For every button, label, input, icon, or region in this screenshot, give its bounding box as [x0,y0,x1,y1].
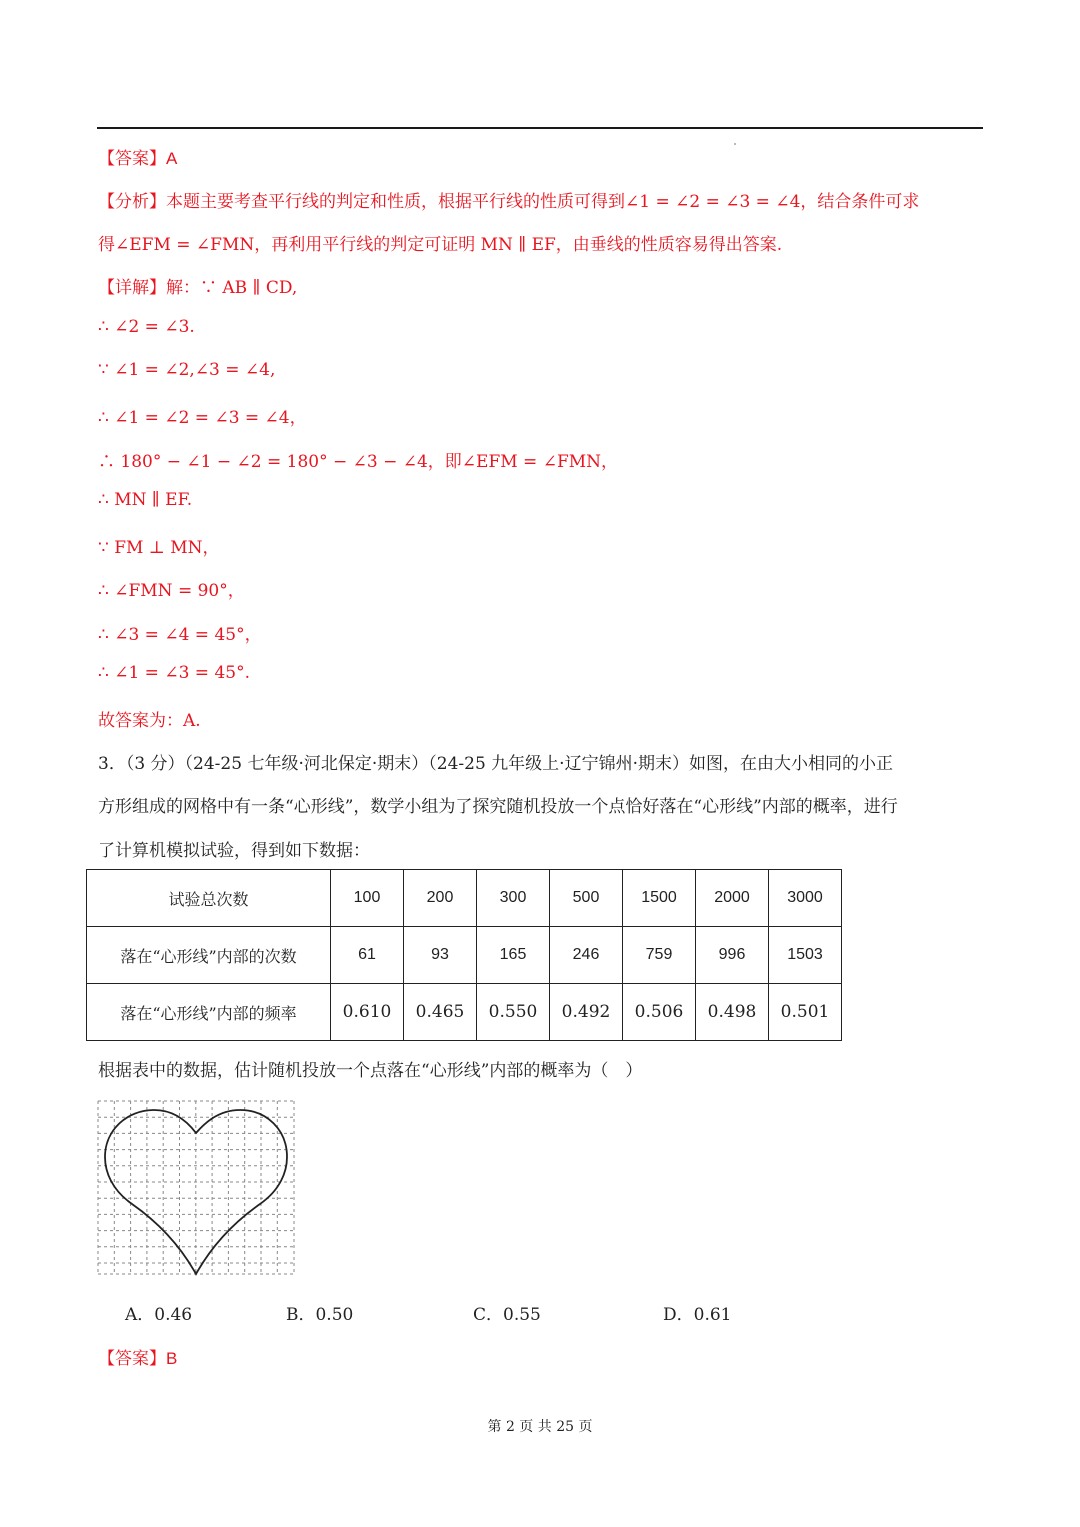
answer-3 [98,1344,177,1369]
experiment-table [86,869,842,1041]
table-cell: 0.550 [477,984,550,1041]
detail-step: ∴ MN ∥ EF. [98,490,193,510]
table-cell: 200 [404,870,477,927]
detail-step: ∴ ∠1 = ∠2 = ∠3 = ∠4， [98,408,307,428]
table-row-header: 落在“心形线”内部的次数 [87,927,331,984]
page-footer: 第 2 页 共 25 页 [487,1419,593,1435]
table-cell: 3000 [769,870,842,927]
table-cell: 0.501 [769,984,842,1041]
table-cell: 0.465 [404,984,477,1041]
detail-step: ∴ ∠2 = ∠3. [98,317,195,337]
table-cell: 500 [550,870,623,927]
table-cell: 0.506 [623,984,696,1041]
detail-step: ∴ ∠1 = ∠3 = 45°. [98,663,250,683]
table-cell: 93 [404,927,477,984]
table-cell: 0.492 [550,984,623,1041]
answer-prev [98,144,177,169]
table-cell: 246 [550,927,623,984]
table-cell: 2000 [696,870,769,927]
detail-first: 解：∵ AB ∥ CD, [166,278,298,298]
table-cell: 100 [331,870,404,927]
table-cell: 0.498 [696,984,769,1041]
table-cell: 1503 [769,927,842,984]
question3-line-1: 3．（3 分）（24-25 七年级·河北保定·期末）（24-25 九年级上·辽宁锦州·期末）如图，在由大小相同的小正 [98,754,893,774]
answer-value: B [166,1349,178,1368]
grid-lines [98,1101,294,1274]
table-cell: 996 [696,927,769,984]
answer-label: 【答案】 [98,149,166,169]
analysis-line-2 [98,230,782,255]
header-rule [97,127,983,129]
table-row [87,984,842,1041]
analysis-line-1 [98,187,919,212]
option-c[interactable]: C．0.55 [473,1305,541,1325]
analysis-label: 【分析】 [98,192,166,212]
analysis-text-1: 本题主要考查平行线的判定和性质，根据平行线的性质可得到∠1 = ∠2 = ∠3 = ∠4，结合条件可求 [166,192,920,212]
answer-value: A [166,149,178,168]
option-b[interactable]: B．0.50 [286,1305,354,1325]
detail-step: ∵ ∠1 = ∠2,∠3 = ∠4, [98,360,276,380]
table-row [87,927,842,984]
analysis-text-2: 得∠EFM = ∠FMN，再利用平行线的判定可证明 MN ∥ EF，由垂线的性质容易得出答案. [98,235,783,255]
detail-step: ∴ ∠FMN = 90°， [98,581,245,601]
table-cell: 759 [623,927,696,984]
detail-line-first [98,273,297,298]
answer-label: 【答案】 [98,1349,166,1369]
detail-step: ∵ FM ⊥ MN， [98,538,220,558]
table-cell: 0.610 [331,984,404,1041]
heart-grid-figure [97,1100,297,1276]
question3-line-3: 了计算机模拟试验，得到如下数据： [98,841,370,861]
speck [734,143,736,145]
table-row-header: 落在“心形线”内部的频率 [87,984,331,1041]
table-cell: 300 [477,870,550,927]
option-d[interactable]: D．0.61 [663,1305,732,1325]
detail-label: 【详解】 [98,278,166,298]
table-cell: 61 [331,927,404,984]
table-cell: 1500 [623,870,696,927]
detail-step: ∴ ∠3 = ∠4 = 45°， [98,625,262,645]
table-row-header: 试验总次数 [87,870,331,927]
table-row [87,870,842,927]
question3-line-2: 方形组成的网格中有一条“心形线”，数学小组为了探究随机投放一个点恰好落在“心形线”内部的概率，进行 [98,797,898,817]
question3-prompt: 根据表中的数据，估计随机投放一个点落在“心形线”内部的概率为（ ） [98,1061,643,1081]
table-cell: 165 [477,927,550,984]
detail-conclusion: 故答案为：A. [98,711,201,731]
detail-step: ∴ 180° − ∠1 − ∠2 = 180° − ∠3 − ∠4，即∠EFM = ∠FMN， [98,452,619,472]
option-a[interactable]: A．0.46 [125,1305,193,1325]
